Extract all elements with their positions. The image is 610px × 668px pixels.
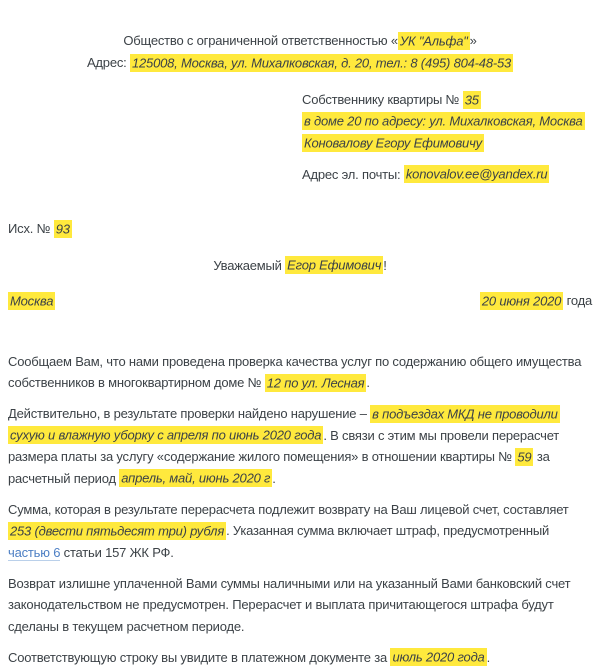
- highlighted-field: Москва: [8, 292, 55, 310]
- text-segment: Действительно, в результате проверки найдено нарушение –: [8, 406, 370, 421]
- highlighted-field: УК "Альфа": [398, 32, 470, 50]
- text-segment: Сообщаем Вам, что нами проведена проверка качества услуг по содержанию общего имущества собственников в многоквартирном доме №: [8, 354, 581, 391]
- place-label: [8, 290, 55, 312]
- text-segment: за расчетный период: [8, 449, 550, 486]
- company-address-line: [8, 52, 592, 74]
- text-segment: Соответствующую строку вы увидите в платежном документе за: [8, 650, 390, 665]
- highlighted-field: konovalov.ee@yandex.ru: [404, 165, 550, 183]
- highlighted-field: 125008, Москва, ул. Михалковская, д. 20, тел.: 8 (495) 804-48-53: [130, 54, 513, 72]
- company-name-line: [8, 30, 592, 52]
- text-segment: . В связи с этим мы провели перерасчет размера платы за услугу «содержание жилого помещения» в отношении квартиры №: [8, 428, 559, 465]
- highlighted-field: июль 2020 года: [390, 648, 486, 666]
- paragraph-payment-document: [8, 647, 592, 668]
- place-date-row: [8, 290, 592, 312]
- highlighted-field: в доме 20 по адресу: ул. Михалковская, Москва: [302, 112, 585, 130]
- text-segment: . Указанная сумма включает штраф, предусмотренный: [226, 523, 549, 538]
- text-segment: Адрес эл. почты:: [302, 167, 404, 182]
- paragraph-refund-procedure: [8, 573, 592, 638]
- recipient-address-line: [302, 111, 592, 133]
- text-segment: года: [563, 293, 592, 308]
- highlighted-field: 59: [515, 448, 533, 466]
- text-segment: .: [272, 471, 275, 486]
- outgoing-number: [8, 218, 592, 240]
- letterhead: [8, 30, 592, 74]
- recipient-email-line: [302, 164, 592, 186]
- recipient-block: [302, 89, 592, 154]
- highlighted-field: 253 (двести пятьдесят три) рубля: [8, 522, 226, 540]
- date-label: [480, 290, 592, 312]
- paragraph-refund-amount: [8, 499, 592, 564]
- recipient-apartment-line: [302, 89, 592, 111]
- text-segment: Собственнику квартиры №: [302, 92, 463, 107]
- text-segment: Возврат излишне уплаченной Вами суммы наличными или на указанный Вами банковский счет законодательством не предусмотрен. Перерасчет и выплата причитающегося штрафа будут сделаны в текущем расчетном периоде.: [8, 576, 570, 634]
- salutation-line: [8, 255, 592, 277]
- text-segment: Исх. №: [8, 221, 54, 236]
- highlighted-field: Егор Ефимович: [285, 256, 383, 274]
- highlighted-field: в подъездах МКД не проводили сухую и влажную уборку с апреля по июнь 2020 года: [8, 405, 560, 445]
- highlighted-field: 12 по ул. Лесная: [265, 374, 367, 392]
- highlighted-field: 93: [54, 220, 72, 238]
- text-segment: Сумма, которая в результате перерасчета подлежит возврату на Ваш лицевой счет, составляет: [8, 502, 569, 517]
- text-segment: Адрес:: [87, 55, 130, 70]
- text-segment: Уважаемый: [213, 258, 285, 273]
- highlighted-field: апрель, май, июнь 2020 г: [119, 469, 272, 487]
- highlighted-field: 35: [463, 91, 481, 109]
- highlighted-field: 20 июня 2020: [480, 292, 563, 310]
- highlighted-field: Коновалову Егору Ефимовичу: [302, 134, 484, 152]
- recipient-name-line: [302, 132, 592, 154]
- text-segment: статьи 157 ЖК РФ.: [60, 545, 173, 560]
- paragraph-inspection-notice: [8, 351, 592, 394]
- text-segment: »: [470, 33, 477, 48]
- letter-body: [8, 351, 592, 668]
- text-segment: Общество с ограниченной ответственностью «: [123, 33, 398, 48]
- legal-reference-link[interactable]: частью 6: [8, 545, 60, 561]
- paragraph-violation-details: [8, 403, 592, 489]
- text-segment: .: [487, 650, 490, 665]
- text-segment: !: [383, 258, 386, 273]
- text-segment: .: [366, 375, 369, 390]
